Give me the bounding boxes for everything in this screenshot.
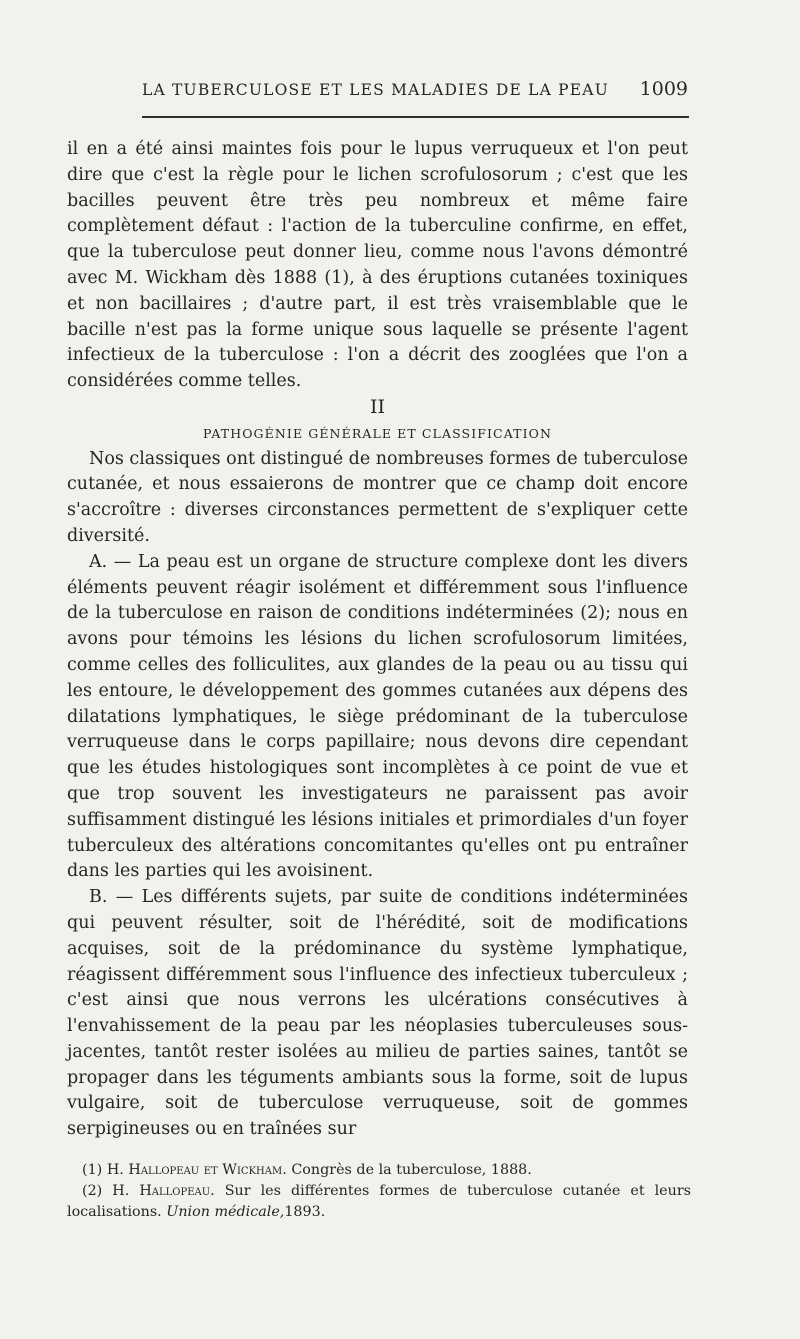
footnote-2 <box>67 1181 691 1223</box>
footnote-text: Congrès de la tuberculose, 1888. <box>291 1162 532 1178</box>
paragraph-a: A. — La peau est un organe de structure complexe dont les divers éléments peuvent réagir isolément et différemment sous l'influence de la tuberculose en raison de conditions indéterminées (2); nous en avons pour témoins les lésions du lichen scrofulosorum limitées, comme celles des folliculites, aux glandes de la peau ou au tissu qui les entoure, le développement des gommes cutanées aux dépens des dilatations lymphatiques, le siège prédominant de la tuberculose verruqueuse dans le corps papillaire; nous devons dire cependant que les études histologiques sont incomplètes à ce point de vue et que trop souvent les investigateurs ne paraissent pas avoir suffisamment distingué les lésions initiales et primordiales d'un foyer tuberculeux des altérations concomitantes qu'elles ont pu entraîner dans les parties qui les avoisinent. <box>67 551 688 882</box>
footnote-year: 1893. <box>284 1204 326 1220</box>
running-header <box>142 78 688 100</box>
footnote-text: Sur les différentes formes de tuberculose cutanée et leurs localisations. <box>67 1183 692 1220</box>
page-number: 1009 <box>639 78 688 100</box>
body-text <box>67 137 688 1143</box>
paragraph-continued: il en a été ainsi maintes fois pour le lupus verruqueux et l'on peut dire que c'est la règle pour le lichen scrofulosorum ; c'est que les bacilles peuvent être très peu nombreux et même faire complètement défaut : l'action de la tuberculine confirme, en effet, que la tuberculose peut donner lieu, comme nous l'avons démontré avec M. Wickham dès 1888 (1), à des éruptions cutanées toxiniques et non bacillaires ; d'autre part, il est très vraisemblable que le bacille n'est pas la forme unique sous laquelle se présente l'agent infectieux de la tuberculose : l'on a décrit des zooglées que l'on a considérées comme telles. <box>67 139 688 392</box>
footnotes <box>67 1160 691 1223</box>
footnote-journal: Union médicale, <box>166 1204 285 1220</box>
footnote-marker: (2) <box>82 1183 103 1199</box>
running-title: LA TUBERCULOSE ET LES MALADIES DE LA PEAU <box>142 81 609 99</box>
footnote-author: H. Hallopeau. <box>112 1183 215 1199</box>
footnote-author: H. Hallopeau et Wickham. <box>106 1162 287 1178</box>
paragraph-intro: Nos classiques ont distingué de nombreuses formes de tuberculose cutanée, et nous essaierons de montrer que ce champ doit encore s'accroître : diverses circonstances permettent de s'expliquer cette diversité. <box>67 448 688 546</box>
section-title: PATHOGÉNIE GÉNÉRALE ET CLASSIFICATION <box>202 425 553 441</box>
section-number: II <box>369 395 385 418</box>
footnote-1 <box>67 1160 691 1181</box>
footnote-marker: (1) <box>82 1162 103 1178</box>
header-rule <box>142 116 689 118</box>
paragraph-b: B. — Les différents sujets, par suite de conditions indéterminées qui peuvent résulter, soit de l'hérédité, soit de modifications acquises, soit de la prédominance du système lymphatique, réagissent différemment sous l'influence des infectieux tuberculeux ; c'est ainsi que nous verrons les ulcérations consécutives à l'envahissement de la peau par les néoplasies tuberculeuses sous-jacentes, tantôt rester isolées au milieu de parties saines, tantôt se propager dans les téguments ambiants sous la forme, soit de lupus vulgaire, soit de tuberculose verruqueuse, soit de gommes serpigineuses ou en traînées sur <box>67 887 688 1140</box>
